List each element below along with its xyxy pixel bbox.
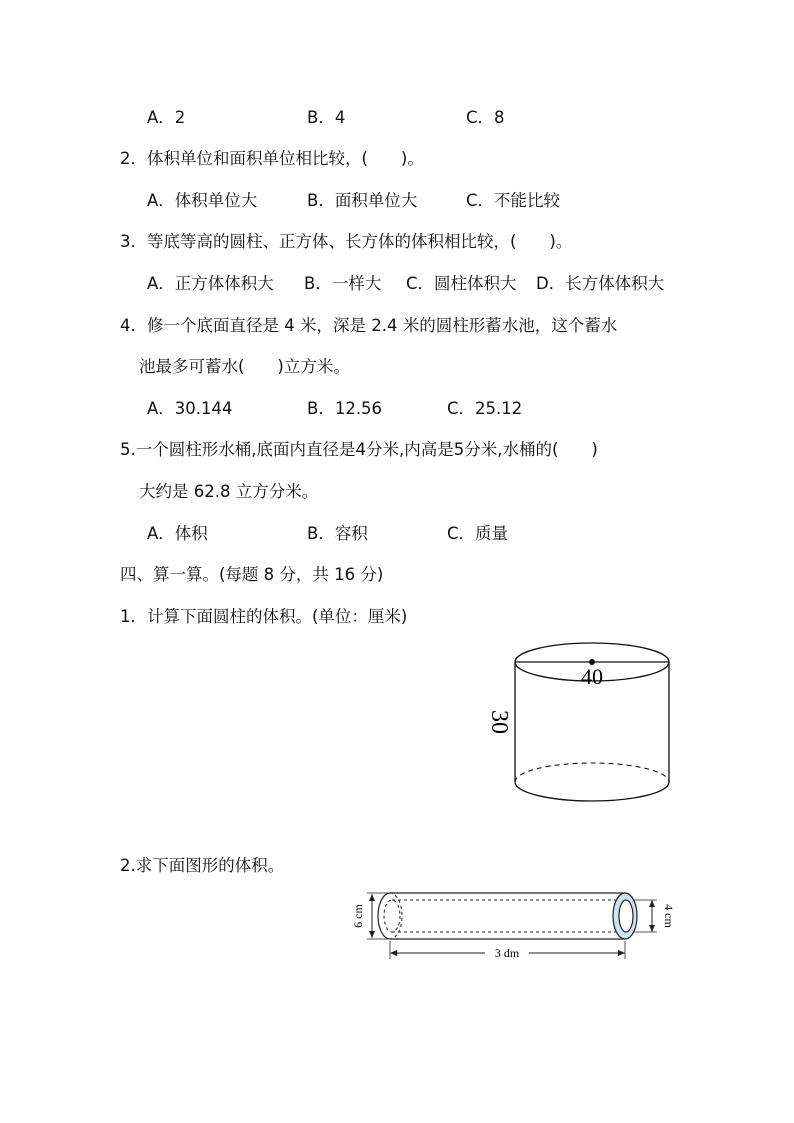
- cylinder-figure: [470, 635, 690, 815]
- section4-heading: 四、算一算。(每题 8 分，共 16 分): [120, 565, 384, 584]
- q2-stem: 2．体积单位和面积单位相比较，( )。: [120, 149, 424, 168]
- q2-option-c: C．不能比较: [466, 191, 561, 210]
- length-label: 3 dm: [494, 946, 520, 960]
- q1-option-a: A．2: [147, 108, 186, 127]
- outer-diameter-label: 6 cm: [351, 904, 365, 928]
- q4-option-c: C．25.12: [447, 399, 523, 418]
- cylinder-diameter-label: 40: [581, 664, 603, 689]
- cylinder-bottom-back-dashed: [515, 763, 669, 782]
- inner-dim-arrow-top: [649, 900, 655, 907]
- q5-option-b: B．容积: [307, 524, 368, 543]
- q3-option-d: D．长方体体积大: [536, 274, 665, 293]
- pipe-figure: [345, 885, 685, 970]
- q3-option-b: B．一样大: [304, 274, 382, 293]
- length-dim-arrow-left: [390, 950, 397, 956]
- cylinder-bottom-front: [515, 782, 669, 801]
- cylinder-height-label: 30: [486, 710, 512, 734]
- q5-stem-line1: 5.一个圆柱形水桶,底面内直径是4分米,内高是5分米,水桶的( ): [120, 440, 598, 459]
- q2-option-a: A．体积单位大: [147, 191, 258, 210]
- q4-stem-line1: 4．修一个底面直径是 4 米，深是 2.4 米的圆柱形蓄水池，这个蓄水: [120, 316, 618, 335]
- outer-dim-arrow-bottom: [369, 931, 375, 938]
- q4-stem-line2: 池最多可蓄水( )立方米。: [139, 357, 350, 376]
- q5-option-c: C．质量: [447, 524, 509, 543]
- inner-dim-arrow-bottom: [649, 925, 655, 932]
- q3-option-c: C．圆柱体积大: [406, 274, 517, 293]
- q1-option-b: B．4: [307, 108, 346, 127]
- q3-option-a: A．正方体体积大: [147, 274, 274, 293]
- length-dim-arrow-right: [618, 950, 625, 956]
- outer-dim-arrow-top: [369, 894, 375, 901]
- q1-option-c: C．8: [466, 108, 505, 127]
- q3-stem: 3．等底等高的圆柱、正方体、长方体的体积相比较，( )。: [120, 232, 573, 251]
- q5-stem-line2: 大约是 62.8 立方分米。: [139, 482, 319, 501]
- inner-diameter-label: 4 cm: [662, 904, 676, 928]
- q5-option-a: A．体积: [147, 524, 208, 543]
- problem2-stem: 2.求下面图形的体积。: [120, 856, 285, 875]
- q2-option-b: B．面积单位大: [307, 191, 418, 210]
- q4-option-a: A．30.144: [147, 399, 233, 418]
- pipe-left-inner-dashed: [384, 900, 400, 932]
- q4-option-b: B．12.56: [307, 399, 383, 418]
- pipe-right-end-hole: [619, 900, 633, 932]
- problem1-stem: 1．计算下面圆柱的体积。(单位：厘米): [120, 607, 408, 626]
